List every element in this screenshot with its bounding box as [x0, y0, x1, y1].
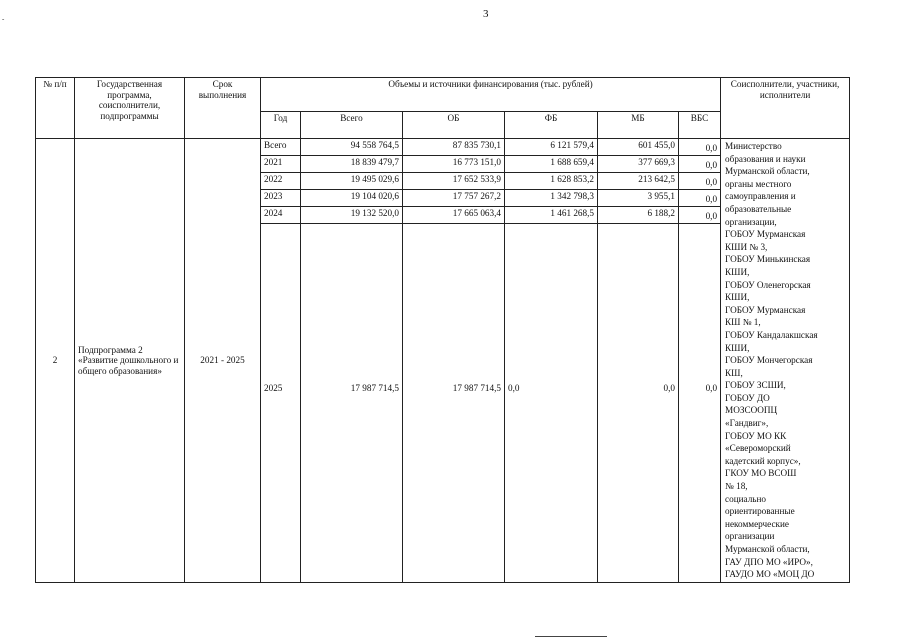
mb-cell: 6 188,2 [598, 207, 679, 224]
margin-mark: - [2, 15, 5, 23]
ob-cell: 17 987 714,5 [403, 224, 505, 583]
ob-cell: 17 665 063,4 [403, 207, 505, 224]
executor-line: ГАУ ДПО МО «ИРО», [725, 556, 813, 567]
executor-line: КШИ № 3, [725, 241, 768, 252]
header-funding: Объемы и источники финансирования (тыс. рублей) [261, 78, 721, 112]
row-term: 2021 - 2025 [185, 139, 261, 583]
executor-line: ориентированные [725, 506, 795, 517]
executor-line: ГОБОУ ЗСШИ, [725, 380, 786, 391]
executor-line: органы местного [725, 178, 792, 189]
executor-line: ГОБОУ МО КК [725, 430, 787, 441]
financing-table [35, 77, 850, 583]
total-cell: 19 495 029,6 [301, 173, 403, 190]
executor-line: ГОБОУ ДО [725, 392, 770, 403]
executor-line: ГОБОУ Мончегорская [725, 355, 813, 366]
fb-cell: 6 121 579,4 [505, 139, 598, 156]
executor-line: Министерство [725, 141, 782, 151]
executor-line: самоуправления и [725, 191, 796, 202]
ob-cell: 17 652 533,9 [403, 173, 505, 190]
row-num: 2 [36, 139, 75, 583]
year-cell: 2022 [261, 173, 301, 190]
ob-cell: 17 757 267,2 [403, 190, 505, 207]
fb-cell: 1 461 268,5 [505, 207, 598, 224]
vbs-cell: 0,0 [679, 190, 721, 207]
total-cell: 17 987 714,5 [301, 224, 403, 583]
ob-cell: 16 773 151,0 [403, 156, 505, 173]
executor-line: КШИ, [725, 342, 750, 353]
executor-line: Мурманской области, [725, 544, 810, 554]
page-number: 3 [483, 8, 489, 20]
header-executors: Соисполнители, участники, исполнители [721, 78, 850, 139]
vbs-cell: 0,0 [679, 139, 721, 156]
ob-cell: 87 835 730,1 [403, 139, 505, 156]
executor-line: ГКОУ МО ВСОШ [725, 468, 797, 479]
executor-line: ГАУДО МО «МОЦ ДО [725, 569, 815, 580]
mb-cell: 213 642,5 [598, 173, 679, 190]
executor-line: № 18, [725, 481, 748, 492]
year-cell: 2025 [261, 224, 301, 583]
executor-line: «Гандвиг», [725, 418, 769, 429]
header-num: № п/п [36, 78, 75, 139]
row-program: Подпрограмма 2 «Развитие дошкольного и общего образования» [75, 139, 185, 583]
mb-cell: 0,0 [598, 224, 679, 583]
executor-line: КШ № 1, [725, 317, 761, 328]
executor-line: ГОБОУ Оленегорская [725, 279, 811, 290]
executor-line: МОЗСООПЦ [725, 405, 778, 416]
fb-cell: 1 688 659,4 [505, 156, 598, 173]
header-term: Срок выполнения [185, 78, 261, 139]
header-mb: МБ [598, 112, 679, 139]
table-row [36, 139, 850, 156]
total-cell: 94 558 764,5 [301, 139, 403, 156]
executor-line: КШ, [725, 367, 743, 378]
executor-line: КШИ, [725, 292, 750, 303]
year-cell: Всего [261, 139, 301, 156]
executor-line: ГОБОУ Мурманская [725, 229, 806, 240]
header-program: Государственная программа, соисполнители, подпрограммы [75, 78, 185, 139]
total-cell: 19 132 520,0 [301, 207, 403, 224]
executor-line: организации [725, 531, 775, 542]
vbs-cell: 0,0 [679, 156, 721, 173]
executor-line: некоммерческие [725, 518, 789, 529]
vbs-cell: 0,0 [679, 173, 721, 190]
executor-line: образования и науки [725, 153, 806, 164]
fb-cell: 1 628 853,2 [505, 173, 598, 190]
year-cell: 2023 [261, 190, 301, 207]
vbs-cell: 0,0 [679, 207, 721, 224]
executor-line: Мурманской области, [725, 166, 810, 177]
executor-line: социально [725, 493, 766, 504]
mb-cell: 377 669,3 [598, 156, 679, 173]
mb-cell: 3 955,1 [598, 190, 679, 207]
header-row-1 [36, 78, 850, 112]
executor-line: «Североморский [725, 443, 791, 454]
executor-line: КШИ, [725, 266, 750, 277]
executor-line: ГОБОУ Мурманская [725, 304, 806, 315]
fb-cell: 0,0 [505, 224, 598, 583]
executor-line: ГОБОУ Кандалакшская [725, 329, 818, 340]
year-cell: 2024 [261, 207, 301, 224]
mb-cell: 601 455,0 [598, 139, 679, 156]
header-ob: ОБ [403, 112, 505, 139]
header-vbs: ВБС [679, 112, 721, 139]
vbs-cell: 0,0 [679, 224, 721, 583]
total-cell: 18 839 479,7 [301, 156, 403, 173]
header-total: Всего [301, 112, 403, 139]
executors-cell [721, 139, 850, 583]
executor-line: образовательные [725, 203, 792, 214]
executors-list [725, 140, 846, 581]
executor-line: ГОБОУ Минькинская [725, 254, 811, 265]
executor-line: организации, [725, 216, 777, 227]
header-year: Год [261, 112, 301, 139]
year-cell: 2021 [261, 156, 301, 173]
header-fb: ФБ [505, 112, 598, 139]
fb-cell: 1 342 798,3 [505, 190, 598, 207]
executor-line: кадетский корпус», [725, 455, 801, 466]
footer-line [535, 636, 607, 637]
total-cell: 19 104 020,6 [301, 190, 403, 207]
